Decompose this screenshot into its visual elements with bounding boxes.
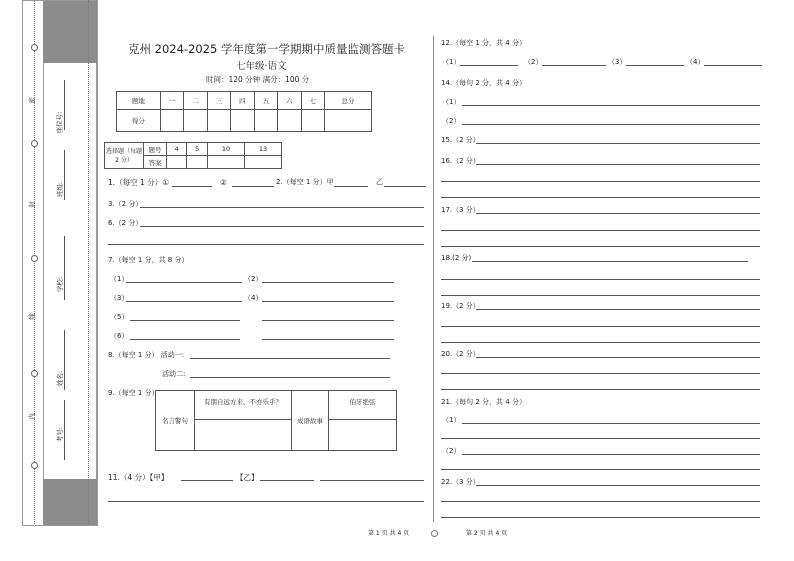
q17-answer-line[interactable] <box>476 213 760 214</box>
q16-answer-line[interactable] <box>441 197 760 198</box>
page-number-1: 第 1 页 共 4 页 <box>368 530 410 537</box>
q22-label: 22.（3 分） <box>441 478 480 486</box>
q17-answer-line[interactable] <box>441 230 760 231</box>
q6-label: 6.（2 分） <box>108 219 143 227</box>
q22-answer-line[interactable] <box>441 517 760 518</box>
q1-answer-line[interactable] <box>172 186 212 187</box>
q18-answer-line[interactable] <box>441 279 760 280</box>
q6-answer-line[interactable] <box>108 244 424 245</box>
q12-answer-line[interactable] <box>704 65 762 66</box>
q8-answer-line[interactable] <box>190 358 390 359</box>
q21-item: （1） <box>442 416 461 424</box>
q11-answer-line[interactable] <box>320 480 424 481</box>
q16-answer-line[interactable] <box>441 181 760 182</box>
choice-number: 13 <box>244 143 281 156</box>
q7-answer-line[interactable] <box>130 339 240 340</box>
q9-label: 9.（每空 1 分） <box>108 389 159 397</box>
school-label: 学校: <box>56 276 65 293</box>
q7-answer-line[interactable] <box>262 282 394 283</box>
q2-label: 2.（每空 1 分）甲 <box>276 178 334 186</box>
score-table <box>116 91 372 132</box>
q18-answer-line[interactable] <box>441 295 760 296</box>
q14-item: （1） <box>442 98 461 106</box>
score-cell <box>254 110 277 132</box>
score-header: 五 <box>254 92 277 110</box>
q9-answer-cell[interactable] <box>195 420 292 451</box>
choice-answer-cell[interactable] <box>244 156 281 169</box>
q7-item: （4） <box>244 294 263 302</box>
q12-label: 12.（每空 1 分，共 4 分） <box>441 39 526 47</box>
q12-answer-line[interactable] <box>542 65 606 66</box>
column-divider <box>433 36 434 522</box>
q21-answer-line[interactable] <box>441 469 760 470</box>
q14-answer-line[interactable] <box>462 124 760 125</box>
score-cell <box>184 110 207 132</box>
q7-answer-line[interactable] <box>130 320 240 321</box>
q11-answer-line[interactable] <box>181 480 233 481</box>
cut-line-inner <box>88 0 89 524</box>
q11-answer-line[interactable] <box>108 501 424 502</box>
score-cell <box>278 110 301 132</box>
seal-char: 封 <box>27 201 36 208</box>
q11-b-answer-line[interactable] <box>260 480 314 481</box>
cut-circle <box>31 370 38 377</box>
class-line <box>64 150 65 200</box>
q22-answer-line[interactable] <box>441 501 760 502</box>
q1-label: 1.（每空 1 分）① <box>108 178 169 187</box>
score-header: 一 <box>160 92 183 110</box>
q21-label: 21.（每句 2 分，共 4 分） <box>441 398 526 406</box>
seal-char: 内 <box>27 413 36 420</box>
score-row-label: 得分 <box>117 110 161 132</box>
q7-answer-line[interactable] <box>262 339 394 340</box>
name-line <box>64 330 65 390</box>
q11-label: 11.（4 分）【甲】 <box>108 473 169 482</box>
choice-number: 10 <box>207 143 244 156</box>
q11-b-label: 【乙】 <box>236 473 259 482</box>
exam-number-line <box>64 400 65 460</box>
q6-answer-line[interactable] <box>140 226 424 227</box>
q1-b-answer-line[interactable] <box>232 186 274 187</box>
score-header: 六 <box>278 92 301 110</box>
grade-subject: 七年级·语文 <box>236 61 287 72</box>
q12-answer-line[interactable] <box>460 65 518 66</box>
cut-circle <box>31 44 38 51</box>
q7-answer-line[interactable] <box>262 320 394 321</box>
choice-table <box>104 142 282 169</box>
q8-b-label: 活动二: <box>162 370 186 378</box>
q7-answer-line[interactable] <box>126 282 242 283</box>
q16-answer-line[interactable] <box>476 164 760 165</box>
choice-number: 5 <box>187 143 207 156</box>
exam-title: 克州 2024-2025 学年度第一学期期中质量监测答题卡 <box>128 42 405 56</box>
choice-row2-label: 答案 <box>144 156 167 169</box>
q21-answer-line[interactable] <box>462 423 760 424</box>
q22-answer-line[interactable] <box>476 485 760 486</box>
q12-answer-line[interactable] <box>626 65 684 66</box>
q3-answer-line[interactable] <box>140 207 424 208</box>
score-cell <box>160 110 183 132</box>
q14-answer-line[interactable] <box>462 105 760 106</box>
q1-b-label: ② <box>220 178 227 187</box>
score-cell <box>231 110 254 132</box>
q20-answer-line[interactable] <box>441 389 760 390</box>
q20-label: 20.（2 分） <box>441 350 480 358</box>
q12-item: （3） <box>608 58 627 66</box>
q8-b-answer-line[interactable] <box>190 377 390 378</box>
score-header: 七 <box>301 92 325 110</box>
seal-char: 密 <box>27 97 36 104</box>
cut-line <box>34 0 35 524</box>
q9-answer-cell[interactable] <box>329 420 397 451</box>
q18-answer-line[interactable] <box>472 261 748 262</box>
q7-item: （3） <box>110 294 129 302</box>
q19-answer-line[interactable] <box>441 342 760 343</box>
cut-circle <box>31 140 38 147</box>
seal-char: 线 <box>27 313 36 320</box>
score-cell <box>301 110 325 132</box>
exam-number-label: 考号: <box>56 426 65 443</box>
q17-label: 17.（3 分） <box>441 206 480 214</box>
q14-item: （2） <box>442 117 461 125</box>
score-cell <box>207 110 230 132</box>
q16-label: 16.（2 分） <box>441 157 480 165</box>
q12-item: （1） <box>442 58 461 66</box>
q14-label: 14.（每句 2 分，共 4 分） <box>441 79 526 87</box>
school-line <box>64 236 65 300</box>
choice-answer-cell[interactable] <box>187 156 207 169</box>
score-header: 三 <box>207 92 230 110</box>
page-number-2: 第 2 页 共 4 页 <box>466 530 508 537</box>
choice-answer-cell[interactable] <box>167 156 187 169</box>
choice-row1-label: 题号 <box>144 143 167 156</box>
q2-b-label: 乙 <box>376 178 383 186</box>
q9-cell-label: 成语故事 <box>292 391 329 451</box>
choice-answer-cell[interactable] <box>207 156 244 169</box>
q7-item: （6） <box>110 332 129 340</box>
q3-label: 3.（2 分） <box>108 200 143 208</box>
q7-label: 7.（每空 1 分，共 8 分） <box>108 256 189 264</box>
q15-answer-line[interactable] <box>476 143 760 144</box>
q19-answer-line[interactable] <box>476 309 760 310</box>
time-score: 时间：120 分钟 满分：100 分 <box>206 75 310 84</box>
score-header: 题地 <box>117 92 161 110</box>
choice-label: 选择题（每题 2 分） <box>105 143 144 169</box>
q20-answer-line[interactable] <box>476 357 760 358</box>
q20-answer-line[interactable] <box>441 373 760 374</box>
q19-answer-line[interactable] <box>441 326 760 327</box>
cut-circle <box>31 462 38 469</box>
seat-number-line <box>64 80 65 130</box>
q7-answer-line[interactable] <box>126 301 242 302</box>
q17-answer-line[interactable] <box>441 246 760 247</box>
q2-b-answer-line[interactable] <box>384 186 426 187</box>
q9-cell-label: 名言警句 <box>156 391 195 451</box>
score-header: 四 <box>231 92 254 110</box>
q21-answer-line[interactable] <box>441 438 760 439</box>
q15-label: 15.（2 分） <box>441 136 480 144</box>
q12-item: （4） <box>686 58 705 66</box>
center-circle <box>431 530 438 537</box>
score-cell <box>325 110 372 132</box>
q12-item: （2） <box>524 58 543 66</box>
q19-label: 19.（2 分） <box>441 302 480 310</box>
q2-answer-line[interactable] <box>334 186 368 187</box>
q8-label: 8.（每空 1 分） 活动一: <box>108 351 185 359</box>
class-label: 班级: <box>56 181 65 198</box>
q18-label: 18.(2 分) <box>441 254 472 262</box>
score-header: 总分 <box>325 92 372 110</box>
seat-number-label: 座位号: <box>55 111 64 134</box>
q7-answer-line[interactable] <box>262 301 394 302</box>
choice-number: 4 <box>167 143 187 156</box>
score-header: 二 <box>184 92 207 110</box>
q9-cell-idiom: 伯牙绝弦 <box>329 391 397 420</box>
q21-item: （2） <box>442 447 461 455</box>
q7-item: （2） <box>244 275 263 283</box>
cut-circle <box>31 255 38 262</box>
q9-table <box>155 390 397 451</box>
q7-item: （1） <box>110 275 129 283</box>
q9-cell-quote: 有朋自远方来，不亦乐乎？ <box>195 391 292 420</box>
name-label: 姓名: <box>56 370 65 387</box>
q7-item: （5） <box>110 313 129 321</box>
q21-answer-line[interactable] <box>462 454 760 455</box>
